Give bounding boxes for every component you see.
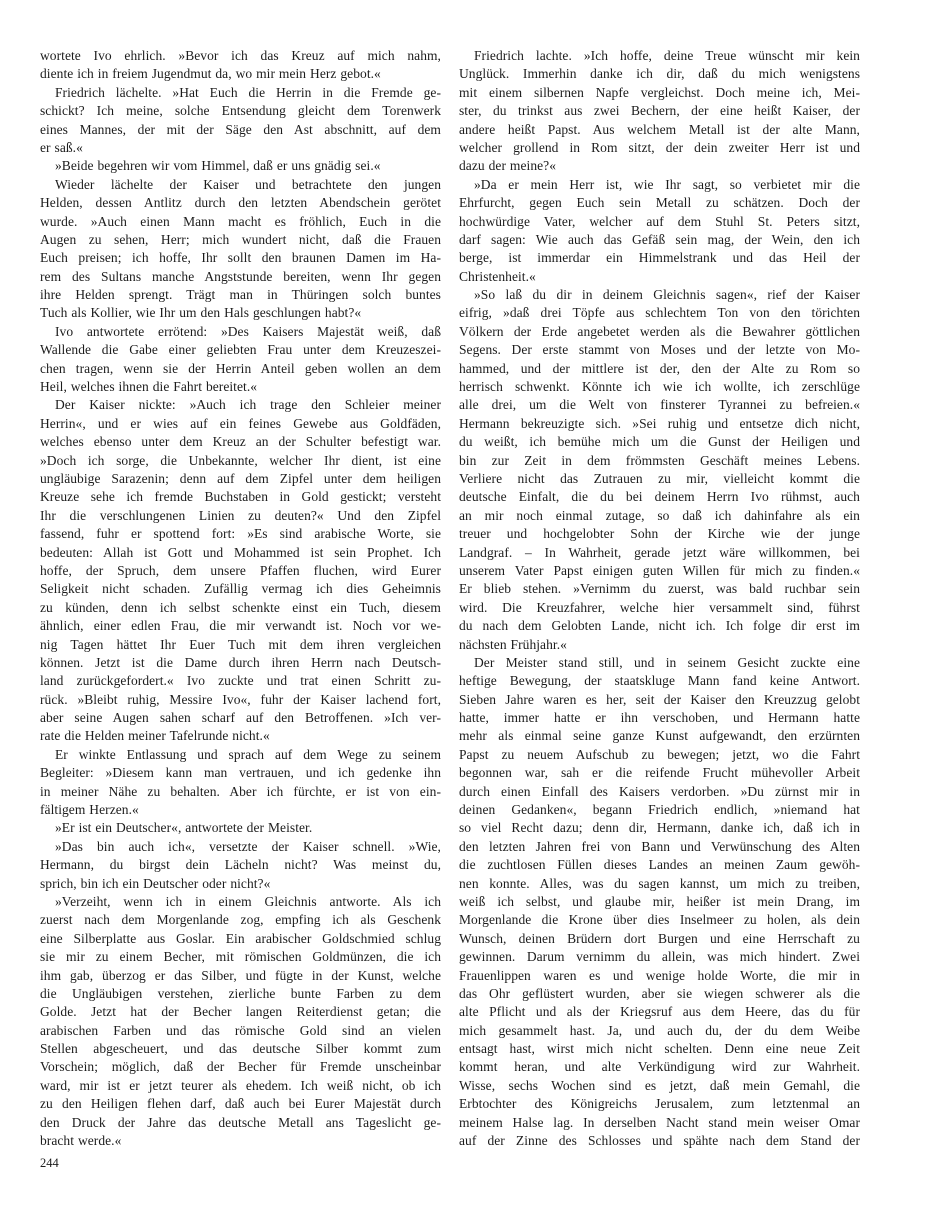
text-line: unserem Vater Papst einigen guten Willen für mich zu finden.« — [459, 562, 860, 578]
text-line: Heil, welches ihnen die Fahrt bereitet.« — [40, 379, 258, 395]
paragraph — [40, 84, 441, 158]
text-line: Sieben Jahre waren es her, seit der Kaiser den Kreuzzug gelobt — [459, 691, 860, 707]
text-line: er saß.« — [40, 139, 83, 155]
text-line: Herrin«, und er wies auf ein feines Gewebe aus Goldfäden, — [40, 415, 441, 431]
text-line: nig Tagen hättet Ihr Euer Tuch mit dem ihren vergleichen — [40, 636, 441, 652]
text-line: die zuchtlosen Füllen dieses Landes an meinen Zaum gewöh- — [459, 857, 860, 873]
text-line: chen tragen, wenn sie der Herrin Anteil geben wollen an dem — [40, 360, 441, 376]
text-column-left — [40, 47, 441, 1150]
text-line: ward, mir ist er jetzt teurer als ehedem. Ich weiß nicht, ob ich — [40, 1077, 441, 1093]
text-line: Hermann, du birgst dein Lächeln nicht? Was meinst du, — [40, 857, 441, 873]
text-line: hochwürdige Vater, welcher auf dem Stuhl St. Peters sitzt, — [459, 213, 860, 229]
text-columns — [40, 47, 935, 1150]
text-line: alte Pflicht und als der Kriegsruf aus dem Heere, das du für — [459, 1004, 860, 1020]
text-line: bin zur Zeit in dem frömmsten Geschäft meines Lebens. — [459, 452, 860, 468]
text-line: Der Kaiser nickte: »Auch ich trage den Schleier meiner — [55, 397, 441, 413]
paragraph — [40, 323, 441, 397]
text-line: treuer und hochgelobter Sohn der Kirche wie der junge — [459, 526, 860, 542]
text-line: Er winkte Entlassung und sprach auf dem Wege zu seinem — [55, 746, 441, 762]
text-column-right — [459, 47, 860, 1150]
text-line: zu künden, denn ich selbst schenkte einst ein Tuch, diesem — [40, 599, 441, 615]
text-line: wortete Ivo ehrlich. »Bevor ich das Kreuz auf mich nahm, — [40, 48, 441, 63]
text-line: ähnlich, einer edlen Frau, die mir verwandt ist. Noch vor we- — [40, 618, 441, 634]
text-line: andere heißt Papst. Aus welchem Metall ist der alte Mann, — [459, 121, 860, 137]
text-line: kommt heran, und alte Verkündigung wird zur Wahrheit. — [459, 1059, 860, 1075]
text-line: Wisse, sechs Wochen sind es jetzt, daß mein Gemahl, die — [459, 1077, 860, 1093]
text-line: berge, ist immerdar ein Himmelstrank und das Heil der — [459, 250, 860, 266]
text-line: an mir noch einmal zutage, so daß ich dahinfahre als ein — [459, 507, 860, 523]
text-line: Ivo antwortete errötend: »Des Kaisers Majestät weiß, daß — [55, 323, 441, 339]
text-line: Tuch als Kollier, wie Ihr um den Hals geschlungen habt?« — [40, 305, 362, 321]
paragraph — [459, 286, 860, 654]
text-line: eine Silberplatte aus Goslar. Ein arabischer Goldschmied schlug — [40, 930, 441, 946]
paragraph — [459, 654, 860, 1151]
text-line: Kreuze sehe ich fremde Buchstaben in Gold gestickt; versteht — [40, 489, 441, 505]
text-line: wird. Die Kreuzfahrer, welche hier versammelt sind, führst — [459, 599, 860, 615]
text-line: mehr als einmal seine ganze Kunst aufgewandt, den erzürnten — [459, 728, 860, 744]
text-line: eines Mannes, der mit der Säge den Ast abschnitt, auf dem — [40, 121, 441, 137]
text-line: deinen Gedanken«, begann Friedrich endlich, »niemand hat — [459, 802, 860, 818]
text-line: »Doch ich sorge, die Unbekannte, welcher Ihr dient, ist eine — [40, 452, 441, 468]
text-line: hoffe, der Spruch, dem unsere Pfaffen fluchen, wird Eurer — [40, 562, 441, 578]
text-line: Wunsch, deinen Brüdern dort Burgen und eine Herrschaft zu — [459, 930, 860, 946]
text-line: Friedrich lächelte. »Hat Euch die Herrin in die Fremde ge- — [55, 84, 441, 100]
paragraph — [40, 819, 441, 837]
text-line: Wallende die Gabe einer geliebten Frau unter dem Kreuzeszei- — [40, 342, 441, 358]
text-line: begonnen war, sah er die reifende Frucht mühevoller Arbeit — [459, 765, 860, 781]
text-line: Stellen abgescheuert, und das deutsche Silber kommt zum — [40, 1041, 441, 1057]
text-line: »Verzeiht, wenn ich in einem Gleichnis antworte. Als ich — [55, 893, 441, 909]
text-line: ihre Helden sprengt. Trägt man in Thüringen solch buntes — [40, 287, 441, 303]
paragraph — [40, 838, 441, 893]
text-line: Morgenlande die Krone über dies Inselmeer zu holen, als dein — [459, 912, 860, 928]
text-line: entsagt hast, wirst mich nicht schelten. Denn eine neue Zeit — [459, 1041, 860, 1057]
text-line: heftige Bewegung, der staatskluge Mann fand keine Antwort. — [459, 673, 860, 689]
text-line: herrisch schwenkt. Könnte ich wie ich wollte, ich zerschlüge — [459, 379, 860, 395]
text-line: welcher grollend in Rom sitzt, der dein zweiter Herr ist und — [459, 139, 860, 155]
text-line: Frauenlippen waren es und wenige holde Worte, die mir in — [459, 967, 860, 983]
text-line: Helden, dessen Antlitz durch den letzten Abendschein gerötet — [40, 195, 441, 211]
text-line: können. Jetzt ist die Dame durch ihren Herrn nach Deutsch- — [40, 654, 441, 670]
text-line: mit einem silbernen Napfe vergleichst. Doch meine ich, Mei- — [459, 84, 860, 100]
text-line: hatte, immer hatte er ihn verschoben, und Hermann hatte — [459, 710, 860, 726]
paragraph — [40, 893, 441, 1150]
text-line: deutsche Einfalt, die du bei deinem Herrn Ivo rühmst, auch — [459, 489, 860, 505]
text-line: zu den Heiligen flehen darf, daß auch bei Eurer Majestät durch — [40, 1096, 441, 1112]
text-line: rück. »Bleibt ruhig, Messire Ivo«, fuhr der Kaiser lachend fort, — [40, 691, 441, 707]
text-line: ungläubige Sarazenin; denn auf dem Zipfel unter dem heiligen — [40, 470, 441, 486]
text-line: zuerst nach dem Morgenlande zog, empfing ich als Geschenk — [40, 912, 441, 928]
text-line: Erbtochter des Königreichs Jerusalem, zum letztenmal an — [459, 1096, 860, 1112]
text-line: in meiner Nähe zu behalten. Aber ich fürchte, er ist von ein- — [40, 783, 441, 799]
text-line: diente ich in freiem Jugendmut da, wo mir mein Herz gebot.« — [40, 66, 381, 82]
text-line: Unglück. Immerhin danke ich dir, daß du mich wenigstens — [459, 66, 860, 82]
text-line: sie mir zu einem Becher, mit römischen Goldmünzen, die ich — [40, 949, 441, 965]
paragraph — [40, 47, 441, 84]
text-line: darf sagen: Wie auch das Gefäß sein mag, der Wein, den ich — [459, 231, 860, 247]
text-line: »Da er mein Herr ist, wie Ihr sagt, so verbietet mir die — [474, 176, 860, 192]
text-line: fassend, fuhr er spottend fort: »Es sind arabische Worte, sie — [40, 526, 441, 542]
text-line: arabischen Farben und das römische Gold sind an vielen — [40, 1022, 441, 1038]
paragraph — [40, 746, 441, 820]
text-line: aber seine Augen sahen scharf auf den Betroffenen. »Ich ver- — [40, 710, 441, 726]
page-number: 244 — [40, 1156, 59, 1171]
text-line: Papst zu neuem Aufschub zu bewegen; jetzt, wo die Fahrt — [459, 746, 860, 762]
text-line: Ehrfurcht, gegen Euch sein Metall zu schätzen. Doch der — [459, 195, 860, 211]
text-line: du weißt, ich bemühe mich um die Gunst der Heiligen und — [459, 434, 860, 450]
text-line: meinem Halse lag. In derselben Nacht stand mein weiser Omar — [459, 1114, 860, 1130]
text-line: »Beide begehren wir vom Himmel, daß er uns gnädig sei.« — [55, 158, 381, 174]
text-line: Seligkeit nicht schaden. Zufällig vermag ich dies Geheimnis — [40, 581, 441, 597]
text-line: »So laß du dir in deinem Gleichnis sagen«, rief der Kaiser — [474, 287, 860, 303]
text-line: mich gesammelt hast. Ja, und auch du, der du dem Weibe — [459, 1022, 860, 1038]
text-line: welches ebenso unter dem Kreuz an der Schulter befestigt war. — [40, 434, 441, 450]
text-line: alle drei, um die Welt von finsterer Tyrannei zu befreien.« — [459, 397, 860, 413]
text-line: das Ohr geflüstert wurden, aber sie wiegen schwerer als die — [459, 985, 860, 1001]
text-line: sprich, bin ich ein Deutscher oder nicht?« — [40, 875, 271, 891]
text-line: Völkern der Erde angebetet werden als die Bewahrer göttlichen — [459, 323, 860, 339]
text-line: rem des Sultans manche Angststunde bereiten, wenn Ihr gegen — [40, 268, 441, 284]
text-line: Ihr die verschlungenen Linien zu deuten?« Und den Zipfel — [40, 507, 441, 523]
text-line: ster, du trinkst aus zwei Bechern, der eine heißt Kaiser, der — [459, 103, 860, 119]
text-line: »Er ist ein Deutscher«, antwortete der Meister. — [55, 820, 313, 836]
text-line: rate die Helden meiner Tafelrunde nicht.« — [40, 728, 270, 744]
text-line: Hermann bekreuzigte sich. »Sei ruhig und entsetze dich nicht, — [459, 415, 860, 431]
text-line: die Ungläubigen verstehen, zierliche bunte Farben zu dem — [40, 985, 441, 1001]
text-line: dazu der meine?« — [459, 158, 556, 174]
text-line: weiß ich selbst, und glaube mir, heißer ist mein Drang, im — [459, 893, 860, 909]
text-line: bedeuten: Allah ist Gott und Mohammed ist sein Prophet. Ich — [40, 544, 441, 560]
text-line: Er blieb stehen. »Vernimm du zuerst, was bald ruchbar sein — [459, 581, 860, 597]
text-line: »Das bin auch ich«, versetzte der Kaiser schnell. »Wie, — [55, 838, 441, 854]
paragraph — [40, 176, 441, 323]
text-line: schickt? Ich meine, solche Entsendung gleicht dem Torenwerk — [40, 103, 441, 119]
text-line: Der Meister stand still, und in seinem Gesicht zuckte eine — [474, 654, 860, 670]
text-line: den letzten Jahren frei von Bann und Verwünschung des Alten — [459, 838, 860, 854]
text-line: Segens. Der erste stammt von Moses und der letzte von Mo- — [459, 342, 860, 358]
text-line: land zurückgefordert.« Ivo zuckte und trat einen Schritt zu- — [40, 673, 441, 689]
text-line: du nach dem Gelobten Lande, nicht ich. Ich folge dir erst im — [459, 618, 860, 634]
text-line: Vorschein; möglich, daß der Becher für Fremde unscheinbar — [40, 1059, 441, 1075]
text-line: so viel Recht dazu; denn dir, Hermann, danke ich, daß ich in — [459, 820, 860, 836]
text-line: den Druck der Jahre das deutsche Metall ans Tageslicht ge- — [40, 1114, 441, 1130]
text-line: durch einen Einfall des Kaisers verdorben. »Du zürnst mir in — [459, 783, 860, 799]
text-line: Verliere nicht das Zutrauen zu mir, vielleicht kommt die — [459, 470, 860, 486]
text-line: Golde. Jetzt hat der Becher langen Reiterdienst getan; die — [40, 1004, 441, 1020]
text-line: auf der Zinne des Schlosses und spähte nach dem Stand der — [459, 1133, 860, 1149]
paragraph — [459, 47, 860, 176]
text-line: eifrig, »daß drei Töpfe aus schlechtem Ton von den törichten — [459, 305, 860, 321]
text-line: Christenheit.« — [459, 268, 536, 284]
text-line: Begleiter: »Diesem kann man vertrauen, und ich gedenke ihn — [40, 765, 441, 781]
text-line: nen konnte. Alles, was du sagen kannst, um mich zu treiben, — [459, 875, 860, 891]
text-line: hammed, und der mittlere ist der, den der Alte zu Rom so — [459, 360, 860, 376]
text-line: ihm gab, überzog er das Silber, und fügte in der Kunst, welche — [40, 967, 441, 983]
text-line: wurde. »Auch einen Mann macht es fröhlich, Euch in die — [40, 213, 441, 229]
text-line: fältigem Herzen.« — [40, 802, 139, 818]
text-line: gewinnen. Darum vernimm du allein, was mich hindert. Zwei — [459, 949, 860, 965]
text-line: Landgraf. – In Wahrheit, gerade jetzt wäre willkommen, bei — [459, 544, 860, 560]
text-line: Augen zu sehen, Herr; mich wundert nicht, daß die Frauen — [40, 231, 441, 247]
paragraph — [459, 176, 860, 286]
text-line: nächsten Frühjahr.« — [459, 636, 567, 652]
text-line: Wieder lächelte der Kaiser und betrachtete den jungen — [55, 176, 441, 192]
text-line: Friedrich lachte. »Ich hoffe, deine Treue wünscht mir kein — [474, 48, 860, 63]
paragraph — [40, 157, 441, 175]
text-line: Euch preisen; ich hoffe, Ihr sollt den braunen Damen im Ha- — [40, 250, 441, 266]
paragraph — [40, 396, 441, 745]
text-line: bracht werde.« — [40, 1133, 122, 1149]
